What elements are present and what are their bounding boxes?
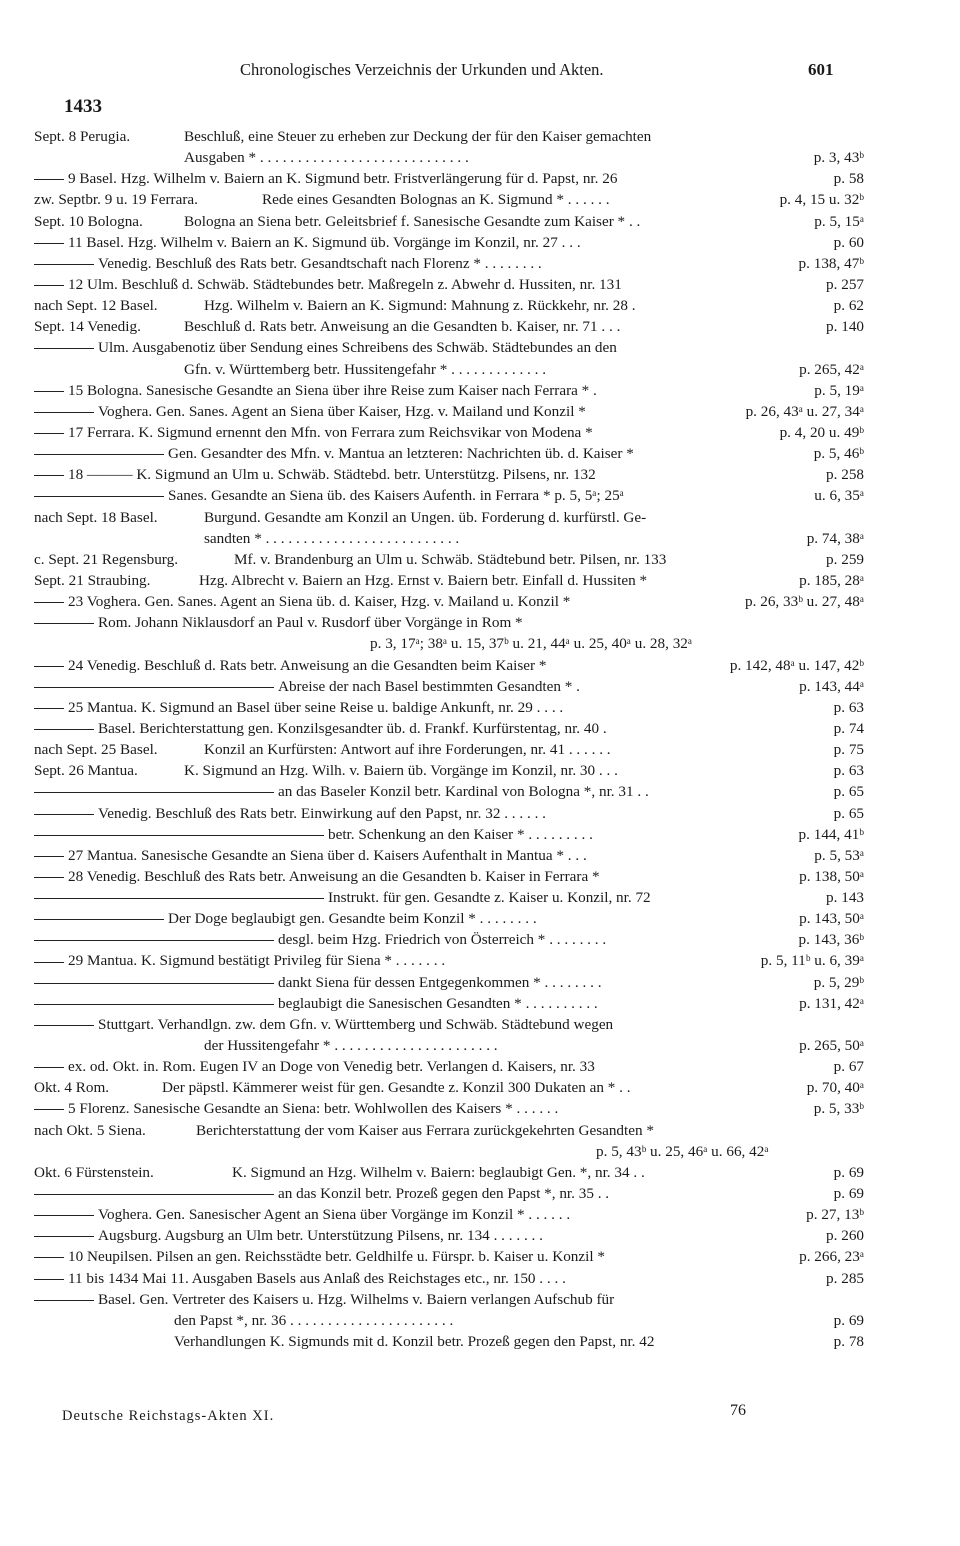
entry-line <box>34 781 864 802</box>
entry-text: p. 5, 43ᵇ u. 25, 46ᵃ u. 66, 42ᵃ <box>596 1142 769 1160</box>
entry-text-wrap <box>34 380 597 401</box>
page-reference: p. 185, 28ᵃ <box>799 571 864 589</box>
ditto-rule <box>34 1215 94 1216</box>
page-header <box>0 60 960 84</box>
page-reference: p. 266, 23ᵃ <box>799 1248 864 1266</box>
entry-line <box>34 612 864 633</box>
entry-text-wrap <box>184 126 651 147</box>
entry-text: Stuttgart. Verhandlgn. zw. dem Gfn. v. Württemberg und Schwäb. Städtebund wegen <box>98 1015 614 1033</box>
ditto-rule <box>34 983 274 984</box>
entry-text-wrap <box>34 908 537 929</box>
entry-date: c. Sept. 21 Regensburg. <box>34 550 178 568</box>
entry-text: p. 3, 17ᵃ; 38ᵃ u. 15, 37ᵇ u. 21, 44ᵃ u. 25, 40ᵃ u. 28, 32ᵃ <box>370 635 693 653</box>
ditto-rule <box>34 179 64 180</box>
entry-line <box>34 929 864 950</box>
entry-text: Ulm. Ausgabenotiz über Sendung eines Schreibens des Schwäb. Städtebundes an den <box>98 339 617 357</box>
entry-text: Voghera. Gen. Sanesischer Agent an Siena über Vorgänge im Konzil * . . . . . . <box>98 1206 571 1224</box>
ditto-rule <box>34 1025 94 1026</box>
entry-text-wrap <box>34 591 570 612</box>
entry-text-wrap <box>184 147 469 168</box>
ditto-rule <box>34 729 94 730</box>
entry-text-wrap <box>184 760 618 781</box>
entry-text: Konzil an Kurfürsten: Antwort auf ihre Forderungen, nr. 41 . . . . . . <box>204 741 611 759</box>
entry-text: desgl. beim Hzg. Friedrich von Österreich * . . . . . . . . <box>278 931 607 949</box>
entry-text-wrap <box>262 189 610 210</box>
entry-line <box>34 845 864 866</box>
entry-text-wrap <box>234 549 666 570</box>
entry-text: Beschluß d. Rats betr. Anweisung an die Gesandten b. Kaiser, nr. 71 . . . <box>184 318 621 336</box>
page-reference: p. 58 <box>833 170 864 188</box>
entry-text-wrap <box>34 887 651 908</box>
entry-text: Ausgaben * . . . . . . . . . . . . . . . . . . . . . . . . . . . . <box>184 149 469 167</box>
ditto-rule <box>34 1300 94 1301</box>
entry-line <box>34 147 864 168</box>
page-footer <box>0 1402 960 1432</box>
entry-text-wrap <box>34 401 586 422</box>
entry-line <box>34 993 864 1014</box>
page-number: 601 <box>808 60 834 79</box>
entry-line <box>34 507 864 528</box>
ditto-rule <box>34 856 64 857</box>
entry-text-wrap <box>184 211 640 232</box>
entry-text: Venedig. Beschluß des Rats betr. Einwirkung auf den Papst, nr. 32 . . . . . . <box>98 804 546 822</box>
page-reference: p. 67 <box>833 1058 864 1076</box>
page-reference: p. 60 <box>833 233 864 251</box>
page-reference: p. 131, 42ᵃ <box>799 994 864 1012</box>
ditto-rule <box>34 454 164 455</box>
entry-line <box>34 633 864 654</box>
ditto-rule <box>34 433 64 434</box>
entry-text: 12 Ulm. Beschluß d. Schwäb. Städtebundes betr. Maßregeln z. Abwehr d. Hussiten, nr. 131 <box>68 275 622 293</box>
page-reference: p. 259 <box>826 550 864 568</box>
entry-text-wrap <box>34 1014 613 1035</box>
entry-line <box>34 380 864 401</box>
entry-text: dankt Siena für dessen Entgegenkommen * . . . . . . . . <box>278 973 602 991</box>
ditto-rule <box>34 835 324 836</box>
entry-line <box>34 866 864 887</box>
entry-text: der Hussitengefahr * . . . . . . . . . . . . . . . . . . . . . . <box>204 1037 498 1055</box>
page-reference: p. 5, 19ᵃ <box>814 381 864 399</box>
entry-line <box>34 739 864 760</box>
entry-text-wrap <box>34 1098 558 1119</box>
entry-text: 15 Bologna. Sanesische Gesandte an Siena über ihre Reise zum Kaiser nach Ferrara * . <box>68 381 597 399</box>
entry-text-wrap <box>34 655 546 676</box>
entry-text: 18 ——— K. Sigmund an Ulm u. Schwäb. Städtebd. betr. Unterstützg. Pilsens, nr. 132 <box>68 466 596 484</box>
entry-text-wrap <box>204 528 459 549</box>
ditto-rule <box>34 1109 64 1110</box>
entry-line <box>34 1162 864 1183</box>
entry-text: 23 Voghera. Gen. Sanes. Agent an Siena üb. d. Kaiser, Hzg. v. Mailand u. Konzil * <box>68 593 571 611</box>
entry-text-wrap <box>184 316 620 337</box>
page-reference: u. 6, 35ᵃ <box>814 487 864 505</box>
entry-text: 28 Venedig. Beschluß des Rats betr. Anweisung an die Gesandten b. Kaiser in Ferrara * <box>68 867 600 885</box>
entry-text-wrap <box>204 739 611 760</box>
entry-date: Okt. 6 Fürstenstein. <box>34 1163 154 1181</box>
page-reference: p. 260 <box>826 1227 864 1245</box>
entry-text-wrap <box>34 1204 570 1225</box>
ditto-rule <box>34 1257 64 1258</box>
entry-line <box>34 1289 864 1310</box>
ditto-rule <box>34 623 94 624</box>
page-reference: p. 265, 42ᵃ <box>799 360 864 378</box>
entry-date: nach Okt. 5 Siena. <box>34 1121 146 1139</box>
entry-text-wrap <box>34 1056 595 1077</box>
entry-line <box>34 401 864 422</box>
ditto-rule <box>34 666 64 667</box>
entry-date: Sept. 14 Venedig. <box>34 318 141 336</box>
entry-line <box>34 549 864 570</box>
entry-text: Hzg. Albrecht v. Baiern an Hzg. Ernst v. Baiern betr. Einfall d. Hussiten * <box>199 571 648 589</box>
source-note: Deutsche Reichstags-Akten XI. <box>62 1408 275 1424</box>
entry-line <box>34 168 864 189</box>
entry-text: Basel. Berichterstattung gen. Konzilsgesandter üb. d. Frankf. Kurfürstentag, nr. 40 . <box>98 719 607 737</box>
entry-text-wrap <box>204 295 636 316</box>
ditto-rule <box>34 1067 64 1068</box>
ditto-rule <box>34 1236 94 1237</box>
page-reference: p. 27, 13ᵇ <box>806 1206 864 1224</box>
entry-text: Abreise der nach Basel bestimmten Gesandten * . <box>278 677 580 695</box>
entry-date: Sept. 10 Bologna. <box>34 212 143 230</box>
entry-text-wrap <box>34 697 563 718</box>
entry-text: Voghera. Gen. Sanes. Agent an Siena über Kaiser, Hzg. v. Mailand und Konzil * <box>98 402 586 420</box>
entry-text-wrap <box>596 1141 768 1162</box>
entry-text-wrap <box>174 1331 654 1352</box>
entry-text: Verhandlungen K. Sigmunds mit d. Konzil betr. Prozeß gegen den Papst, nr. 42 <box>174 1333 655 1351</box>
entry-text: Augsburg. Augsburg an Ulm betr. Unterstützung Pilsens, nr. 134 . . . . . . . <box>98 1227 543 1245</box>
entry-line <box>34 1141 864 1162</box>
entry-text: K. Sigmund an Hzg. Wilh. v. Baiern üb. Vorgänge im Konzil, nr. 30 . . . <box>184 762 618 780</box>
page-reference: p. 143 <box>826 889 864 907</box>
entry-text: an das Konzil betr. Prozeß gegen den Papst *, nr. 35 . . <box>278 1185 610 1203</box>
entry-text: 27 Mantua. Sanesische Gesandte an Siena über d. Kaisers Aufenthalt in Mantua * . . . <box>68 846 587 864</box>
entry-line <box>34 295 864 316</box>
entry-text-wrap <box>34 1289 614 1310</box>
entry-text: Venedig. Beschluß des Rats betr. Gesandtschaft nach Florenz * . . . . . . . . <box>98 254 542 272</box>
entry-line <box>34 211 864 232</box>
entry-text: Basel. Gen. Vertreter des Kaisers u. Hzg. Wilhelms v. Baiern verlangen Aufschub für <box>98 1290 615 1308</box>
page-reference: p. 138, 50ᵃ <box>799 867 864 885</box>
page-reference: p. 5, 15ᵃ <box>814 212 864 230</box>
entry-text-wrap <box>34 1268 566 1289</box>
entry-line <box>34 1098 864 1119</box>
entry-text: den Papst *, nr. 36 . . . . . . . . . . . . . . . . . . . . . . <box>174 1311 454 1329</box>
entry-text: 11 bis 1434 Mai 11. Ausgaben Basels aus Anlaß des Reichstages etc., nr. 150 . . . . <box>68 1269 566 1287</box>
entry-text-wrap <box>34 1225 543 1246</box>
entry-text: Beschluß, eine Steuer zu erheben zur Deckung der für den Kaiser gemachten <box>184 128 652 145</box>
entry-text-wrap <box>34 612 523 633</box>
entry-text-wrap <box>34 781 649 802</box>
entry-date: zw. Septbr. 9 u. 19 Ferrara. <box>34 191 198 209</box>
page-reference: p. 69 <box>833 1185 864 1203</box>
entry-text-wrap <box>34 824 593 845</box>
ditto-rule <box>34 962 64 963</box>
page-reference: p. 26, 43ᵃ u. 27, 34ᵃ <box>745 402 864 420</box>
chronology-list <box>34 126 864 1352</box>
page-reference: p. 70, 40ᵃ <box>806 1079 864 1097</box>
entry-date: Sept. 8 Perugia. <box>34 128 131 145</box>
ditto-rule <box>34 940 274 941</box>
entry-text: 9 Basel. Hzg. Wilhelm v. Baiern an K. Sigmund betr. Fristverlängerung für d. Papst, nr. 26 <box>68 170 618 188</box>
entry-text: 5 Florenz. Sanesische Gesandte an Siena: betr. Wohlwollen des Kaisers * . . . . . . <box>68 1100 559 1118</box>
entry-line <box>34 1120 864 1141</box>
ditto-rule <box>34 877 64 878</box>
page-reference: p. 142, 48ᵃ u. 147, 42ᵇ <box>729 656 864 674</box>
entry-line <box>34 1035 864 1056</box>
entry-line <box>34 570 864 591</box>
entry-text-wrap <box>34 803 546 824</box>
entry-text-wrap <box>34 232 581 253</box>
entry-text-wrap <box>370 633 692 654</box>
entry-text: sandten * . . . . . . . . . . . . . . . . . . . . . . . . . . <box>204 529 460 547</box>
entry-text: beglaubigt die Sanesischen Gesandten * . . . . . . . . . . <box>278 994 598 1012</box>
page-reference: p. 78 <box>833 1333 864 1351</box>
entry-text-wrap <box>34 274 622 295</box>
entry-text-wrap <box>34 993 598 1014</box>
ditto-rule <box>34 919 164 920</box>
entry-text-wrap <box>34 718 607 739</box>
entry-text: Rede eines Gesandten Bolognas an K. Sigmund * . . . . . . <box>262 191 610 209</box>
entry-text: Instrukt. für gen. Gesandte z. Kaiser u. Konzil, nr. 72 <box>328 889 651 907</box>
entry-line <box>34 189 864 210</box>
ditto-rule <box>34 687 274 688</box>
page-reference: p. 138, 47ᵇ <box>798 254 864 272</box>
page-reference: p. 69 <box>833 1163 864 1181</box>
entry-text: Mf. v. Brandenburg an Ulm u. Schwäb. Städtebund betr. Pilsen, nr. 133 <box>234 550 667 568</box>
running-title: Chronologisches Verzeichnis der Urkunden und Akten. <box>240 60 604 79</box>
entry-text: Der päpstl. Kämmerer weist für gen. Gesandte z. Konzil 300 Dukaten an * . . <box>162 1079 631 1097</box>
page-reference: p. 5, 33ᵇ <box>813 1100 864 1118</box>
entry-text-wrap <box>34 950 445 971</box>
entry-text: Hzg. Wilhelm v. Baiern an K. Sigmund: Mahnung z. Rückkehr, nr. 28 . <box>204 297 636 315</box>
page-reference: p. 5, 29ᵇ <box>813 973 864 991</box>
entry-date: Sept. 26 Mantua. <box>34 762 138 780</box>
entry-text-wrap <box>162 1077 631 1098</box>
entry-text-wrap <box>34 929 606 950</box>
page-reference: p. 3, 43ᵇ <box>813 149 864 167</box>
page-reference: p. 65 <box>833 804 864 822</box>
entry-line <box>34 950 864 971</box>
entry-text-wrap <box>34 866 600 887</box>
ditto-rule <box>34 1194 274 1195</box>
signature-mark: 76 <box>730 1402 746 1419</box>
entry-text-wrap <box>34 422 593 443</box>
entry-text-wrap <box>34 845 587 866</box>
entry-line <box>34 1183 864 1204</box>
entry-date: Okt. 4 Rom. <box>34 1079 110 1097</box>
entry-text-wrap <box>199 570 647 591</box>
entry-line <box>34 443 864 464</box>
entry-text-wrap <box>196 1120 654 1141</box>
entry-text-wrap <box>34 464 596 485</box>
entry-date: nach Sept. 12 Basel. <box>34 297 158 315</box>
entry-line <box>34 316 864 337</box>
entry-line <box>34 908 864 929</box>
entry-line <box>34 655 864 676</box>
page-reference: p. 258 <box>826 466 864 484</box>
entry-text: 24 Venedig. Beschluß d. Rats betr. Anweisung an die Gesandten beim Kaiser * <box>68 656 547 674</box>
entry-text-wrap <box>34 443 634 464</box>
entry-line <box>34 1014 864 1035</box>
entry-text: Sanes. Gesandte an Siena üb. des Kaisers Aufenth. in Ferrara * p. 5, 5ᵃ; 25ᵃ <box>168 487 624 505</box>
entry-text-wrap <box>204 1035 498 1056</box>
entry-text: Rom. Johann Niklausdorf an Paul v. Rusdorf über Vorgänge in Rom * <box>98 614 523 632</box>
entry-date: nach Sept. 25 Basel. <box>34 741 158 759</box>
entry-text-wrap <box>34 972 602 993</box>
page-reference: p. 75 <box>833 741 864 759</box>
entry-line <box>34 464 864 485</box>
page-reference: p. 5, 11ᵇ u. 6, 39ᵃ <box>760 952 864 970</box>
entry-line <box>34 1204 864 1225</box>
entry-line <box>34 528 864 549</box>
ditto-rule <box>34 243 64 244</box>
entry-text-wrap <box>184 359 546 380</box>
entry-line <box>34 887 864 908</box>
entry-text-wrap <box>34 168 617 189</box>
page-reference: p. 74, 38ᵃ <box>806 529 864 547</box>
entry-line <box>34 1268 864 1289</box>
entry-text: 17 Ferrara. K. Sigmund ernennt den Mfn. von Ferrara zum Reichsvikar von Modena * <box>68 423 593 441</box>
page-reference: p. 65 <box>833 783 864 801</box>
entry-text-wrap <box>174 1310 453 1331</box>
entry-text: Gfn. v. Württemberg betr. Hussitengefahr * . . . . . . . . . . . . . <box>184 360 547 378</box>
entry-line <box>34 1310 864 1331</box>
entry-text: 11 Basel. Hzg. Wilhelm v. Baiern an K. Sigmund üb. Vorgänge im Konzil, nr. 27 . . . <box>68 233 581 251</box>
ditto-rule <box>34 1004 274 1005</box>
ditto-rule <box>34 1279 64 1280</box>
page-reference: p. 5, 46ᵇ <box>813 445 864 463</box>
page-reference: p. 5, 53ᵃ <box>814 846 864 864</box>
page-reference: p. 62 <box>833 297 864 315</box>
entry-line <box>34 1056 864 1077</box>
page-reference: p. 265, 50ᵃ <box>799 1037 864 1055</box>
entry-line <box>34 760 864 781</box>
entry-date: Sept. 21 Straubing. <box>34 571 151 589</box>
ditto-rule <box>34 412 94 413</box>
entry-date: nach Sept. 18 Basel. <box>34 508 158 526</box>
ditto-rule <box>34 708 64 709</box>
entry-line <box>34 824 864 845</box>
entry-text-wrap <box>34 337 617 358</box>
entry-line <box>34 485 864 506</box>
entry-text: Der Doge beglaubigt gen. Gesandte beim Konzil * . . . . . . . . <box>168 910 537 928</box>
entry-text: ex. od. Okt. in. Rom. Eugen IV an Doge von Venedig betr. Verlangen d. Kaisers, nr. 33 <box>68 1058 595 1076</box>
entry-line <box>34 126 864 147</box>
ditto-rule <box>34 348 94 349</box>
entry-line <box>34 1077 864 1098</box>
ditto-rule <box>34 475 64 476</box>
ditto-rule <box>34 792 274 793</box>
entry-text-wrap <box>34 1246 605 1267</box>
entry-text: 10 Neupilsen. Pilsen an gen. Reichsstädte betr. Geldhilfe u. Fürspr. b. Kaiser u. Konzil * <box>68 1248 605 1266</box>
page-reference: p. 4, 15 u. 32ᵇ <box>779 191 864 209</box>
entry-text: K. Sigmund an Hzg. Wilhelm v. Baiern: beglaubigt Gen. *, nr. 34 . . <box>232 1163 645 1181</box>
ditto-rule <box>34 391 64 392</box>
page-reference: p. 69 <box>833 1311 864 1329</box>
entry-text-wrap <box>34 1183 609 1204</box>
entry-line <box>34 422 864 443</box>
ditto-rule <box>34 898 324 899</box>
ditto-rule <box>34 496 164 497</box>
page-reference: p. 26, 33ᵇ u. 27, 48ᵃ <box>745 593 864 611</box>
entry-text: Berichterstattung der vom Kaiser aus Ferrara zurückgekehrten Gesandten * <box>196 1121 654 1139</box>
entry-text: Gen. Gesandter des Mfn. v. Mantua an letzteren: Nachrichten üb. d. Kaiser * <box>168 445 634 463</box>
entry-text: Bologna an Siena betr. Geleitsbrief f. Sanesische Gesandte zum Kaiser * . . <box>184 212 641 230</box>
entry-line <box>34 676 864 697</box>
entry-line <box>34 718 864 739</box>
page-reference: p. 140 <box>826 318 864 336</box>
entry-line <box>34 1331 864 1352</box>
entry-text-wrap <box>204 507 646 528</box>
entry-line <box>34 803 864 824</box>
entry-text: 25 Mantua. K. Sigmund an Basel über seine Reise u. baldige Ankunft, nr. 29 . . . . <box>68 698 564 716</box>
page-reference: p. 143, 44ᵃ <box>799 677 864 695</box>
page-reference: p. 285 <box>826 1269 864 1287</box>
entry-line <box>34 274 864 295</box>
entry-text: an das Baseler Konzil betr. Kardinal von Bologna *, nr. 31 . . <box>278 783 649 801</box>
entry-line <box>34 697 864 718</box>
entry-text-wrap <box>34 253 542 274</box>
entry-line <box>34 972 864 993</box>
entry-line <box>34 253 864 274</box>
ditto-rule <box>34 264 94 265</box>
entry-line <box>34 1246 864 1267</box>
page-reference: p. 4, 20 u. 49ᵇ <box>779 423 864 441</box>
year-heading: 1433 <box>64 96 102 117</box>
ditto-rule <box>34 285 64 286</box>
entry-text-wrap <box>232 1162 645 1183</box>
page-reference: p. 143, 36ᵇ <box>798 931 864 949</box>
entry-text: 29 Mantua. K. Sigmund bestätigt Privileg für Siena * . . . . . . . <box>68 952 446 970</box>
page-reference: p. 63 <box>833 698 864 716</box>
entry-line <box>34 232 864 253</box>
entry-line <box>34 591 864 612</box>
entry-line <box>34 1225 864 1246</box>
entry-line <box>34 359 864 380</box>
entry-text: Burgund. Gesandte am Konzil an Ungen. üb. Forderung d. kurfürstl. Ge- <box>204 508 647 526</box>
entry-text-wrap <box>34 676 580 697</box>
ditto-rule <box>34 814 94 815</box>
entry-line <box>34 337 864 358</box>
page-reference: p. 257 <box>826 275 864 293</box>
ditto-rule <box>34 602 64 603</box>
page-reference: p. 144, 41ᵇ <box>798 825 864 843</box>
entry-text-wrap <box>34 485 624 506</box>
page-reference: p. 63 <box>833 762 864 780</box>
page-reference: p. 74 <box>833 719 864 737</box>
page-reference: p. 143, 50ᵃ <box>799 910 864 928</box>
entry-text: betr. Schenkung an den Kaiser * . . . . . . . . . <box>328 825 593 843</box>
